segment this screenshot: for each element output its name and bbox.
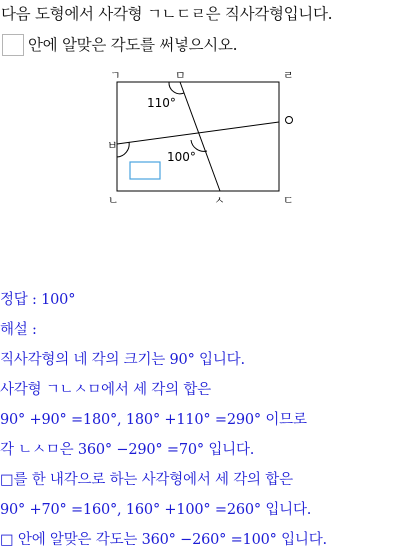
explanation-line-7: □ 안에 알맞은 각도는 360° −260° =100° 입니다. (0, 532, 327, 548)
segment-ㅂㅇ (117, 122, 279, 144)
explanation-line-5: □를 한 내각으로 하는 사각형에서 세 각의 합은 (0, 472, 293, 488)
rectangle-figure (0, 0, 400, 230)
label-ㅂ: ㅂ (107, 139, 118, 152)
label-ㄱ: ㄱ (110, 69, 121, 82)
explanation-line-3: 90° +90° =180°, 180° +110° =290° 이므로 (0, 412, 307, 428)
label-ㄹ: ㄹ (283, 69, 294, 82)
rectangle-ㄱㄴㄷㄹ (117, 82, 279, 191)
answer-line: 정답 : 100° (0, 292, 76, 308)
label-ㅁ: ㅁ (175, 69, 186, 82)
question-line-2-text: 안에 알맞은 각도를 써넣으시오. (28, 36, 238, 54)
explanation-line-6: 90° +70° =160°, 160° +100° =260° 입니다. (0, 502, 312, 518)
explanation-heading: 해설 : (0, 322, 37, 338)
label-ㄷ: ㄷ (283, 194, 294, 207)
explanation-line-4: 각 ㄴㅅㅁ은 360° −290° =70° 입니다. (0, 442, 255, 458)
answer-box (130, 162, 160, 179)
angle-label-100: 100° (167, 150, 196, 164)
segment-ㅁㅅ (180, 82, 220, 191)
label-ㄴ: ㄴ (108, 194, 119, 207)
explanation-line-1: 직사각형의 네 각의 크기는 90° 입니다. (0, 352, 245, 368)
point-ㅇ-marker (286, 117, 293, 124)
label-ㅅ: ㅅ (214, 194, 225, 207)
explanation-line-2: 사각형 ㄱㄴㅅㅁ에서 세 각의 합은 (0, 382, 211, 398)
angle-label-110: 110° (147, 96, 176, 110)
question-line-1: 다음 도형에서 사각형 ㄱㄴㄷㄹ은 직사각형입니다. (1, 5, 333, 23)
